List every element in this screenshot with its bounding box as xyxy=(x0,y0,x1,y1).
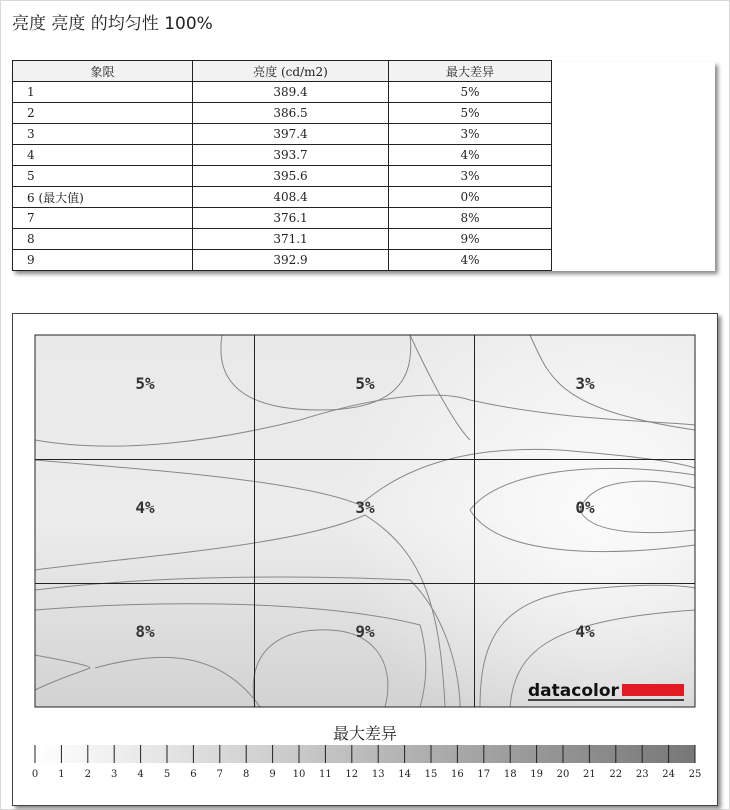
quadrant-cell: 4 xyxy=(13,145,193,166)
quadrant-cell: 2 xyxy=(13,103,193,124)
cell-label: 9% xyxy=(355,622,375,641)
legend-tick-label: 18 xyxy=(503,769,517,780)
legend-tick-label: 13 xyxy=(371,769,385,780)
legend-tick-label: 8 xyxy=(243,769,250,780)
legend-tick-label: 22 xyxy=(609,769,623,780)
header-quadrant: 象限 xyxy=(13,61,193,82)
legend-tick-label: 1 xyxy=(58,769,65,780)
luminance-cell: 395.6 xyxy=(193,166,389,187)
cell-label: 5% xyxy=(355,374,375,393)
legend-tick-label: 24 xyxy=(662,769,675,780)
legend-tick-label: 3 xyxy=(111,769,118,780)
luminance-cell: 392.9 xyxy=(193,250,389,271)
max-diff-cell: 4% xyxy=(389,250,552,271)
legend-gradient-bar xyxy=(35,745,695,763)
luminance-cell: 389.4 xyxy=(193,82,389,103)
legend-tick-label: 6 xyxy=(190,769,197,780)
legend-tick-label: 17 xyxy=(477,769,491,780)
legend-tick-label: 10 xyxy=(292,769,306,780)
quadrant-cell: 8 xyxy=(13,229,193,250)
legend-tick-label: 14 xyxy=(398,769,411,780)
cell-label: 5% xyxy=(135,374,155,393)
quadrant-cell: 3 xyxy=(13,124,193,145)
legend-tick-label: 5 xyxy=(163,769,171,780)
page-title: 亮度 亮度 的均匀性 100% xyxy=(12,14,213,34)
cell-label: 8% xyxy=(135,622,155,641)
legend-title: 最大差异 xyxy=(332,724,398,743)
luminance-cell: 371.1 xyxy=(193,229,389,250)
luminance-cell: 397.4 xyxy=(193,124,389,145)
cell-label: 4% xyxy=(135,498,155,517)
legend-tick-label: 19 xyxy=(530,769,543,780)
legend-tick-label: 4 xyxy=(137,769,144,780)
legend-tick-label: 2 xyxy=(84,769,91,780)
max-diff-cell: 3% xyxy=(389,124,552,145)
cell-label: 3% xyxy=(355,498,375,517)
legend-tick-label: 0 xyxy=(31,769,39,780)
legend-tick-label: 21 xyxy=(583,769,596,780)
legend-tick-label: 25 xyxy=(688,769,702,780)
legend-tick-label: 15 xyxy=(424,769,438,780)
luminance-cell: 393.7 xyxy=(193,145,389,166)
max-diff-cell: 4% xyxy=(389,145,552,166)
legend-tick-label: 7 xyxy=(216,769,223,780)
legend-tick-label: 20 xyxy=(556,769,570,780)
luminance-cell: 408.4 xyxy=(193,187,389,208)
header-luminance: 亮度 (cd/m2) xyxy=(193,61,389,82)
max-diff-cell: 9% xyxy=(389,229,552,250)
svg-text:datacolor: datacolor xyxy=(528,681,619,701)
quadrant-cell: 7 xyxy=(13,208,193,229)
quadrant-cell: 6 (最大值) xyxy=(13,187,193,208)
quadrant-cell: 1 xyxy=(13,82,193,103)
luminance-cell: 386.5 xyxy=(193,103,389,124)
header-max-diff: 最大差异 xyxy=(389,61,552,82)
legend-tick-label: 9 xyxy=(269,769,276,780)
cell-label: 4% xyxy=(575,622,595,641)
quadrant-cell: 5 xyxy=(13,166,193,187)
legend-tick-label: 16 xyxy=(451,769,464,780)
cell-label: 0% xyxy=(575,498,595,517)
max-diff-cell: 8% xyxy=(389,208,552,229)
quadrant-cell: 9 xyxy=(13,250,193,271)
cell-label: 3% xyxy=(575,374,595,393)
max-diff-cell: 5% xyxy=(389,103,552,124)
legend-tick-label: 11 xyxy=(319,769,332,780)
legend-tick-label: 23 xyxy=(635,769,649,780)
max-diff-cell: 5% xyxy=(389,82,552,103)
max-diff-cell: 0% xyxy=(389,187,552,208)
max-diff-cell: 3% xyxy=(389,166,552,187)
luminance-cell: 376.1 xyxy=(193,208,389,229)
legend-tick-label: 12 xyxy=(345,769,359,780)
